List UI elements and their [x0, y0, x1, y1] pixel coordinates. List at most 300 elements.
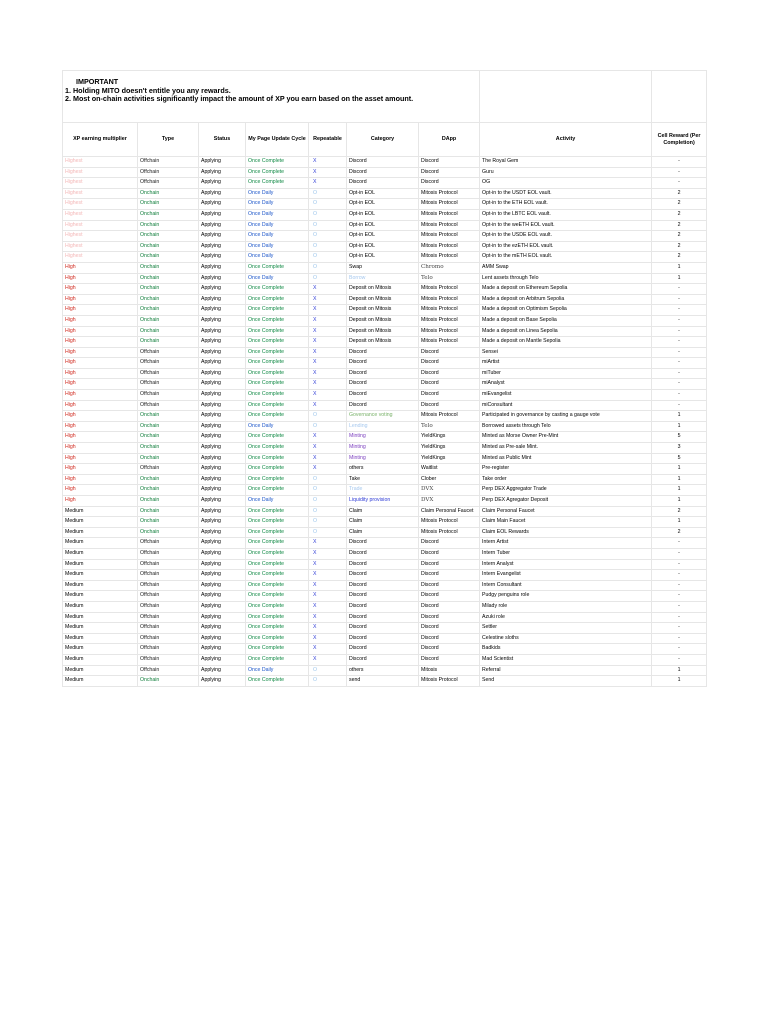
cell-multiplier[interactable]: Highest [63, 157, 138, 168]
cell-repeatable[interactable]: X [309, 548, 347, 559]
cell-reward[interactable]: - [652, 538, 707, 549]
cell-activity[interactable]: Made a deposit on Optimism Sepolia [480, 305, 652, 316]
cell-status[interactable]: Applying [199, 188, 246, 199]
cell-type[interactable]: Offchain [138, 347, 199, 358]
cell-activity[interactable]: Minted as Public Mint [480, 453, 652, 464]
cell-category[interactable]: Discord [347, 644, 419, 655]
cell-update-cycle[interactable]: Once Complete [246, 527, 309, 538]
cell-update-cycle[interactable]: Once Complete [246, 464, 309, 475]
cell-multiplier[interactable]: Highest [63, 252, 138, 263]
cell-multiplier[interactable]: High [63, 294, 138, 305]
cell-multiplier[interactable]: High [63, 305, 138, 316]
cell-category[interactable]: Discord [347, 347, 419, 358]
cell-type[interactable]: Onchain [138, 443, 199, 454]
cell-type[interactable]: Offchain [138, 580, 199, 591]
cell-type[interactable]: Offchain [138, 570, 199, 581]
cell-activity[interactable]: Perp DEX Agregator Deposit [480, 496, 652, 507]
cell-type[interactable]: Onchain [138, 209, 199, 220]
cell-dapp[interactable]: Mitosis Protocol [419, 676, 480, 687]
cell-update-cycle[interactable]: Once Daily [246, 273, 309, 284]
cell-reward[interactable]: - [652, 358, 707, 369]
important-notice[interactable] [63, 71, 480, 123]
cell-update-cycle[interactable]: Once Daily [246, 252, 309, 263]
cell-update-cycle[interactable]: Once Complete [246, 337, 309, 348]
cell-update-cycle[interactable]: Once Daily [246, 188, 309, 199]
cell-status[interactable]: Applying [199, 273, 246, 284]
cell-repeatable[interactable]: O [309, 273, 347, 284]
cell-activity[interactable]: Made a deposit on Base Sepolia [480, 315, 652, 326]
cell-reward[interactable]: 1 [652, 474, 707, 485]
cell-status[interactable]: Applying [199, 443, 246, 454]
cell-update-cycle[interactable]: Once Complete [246, 612, 309, 623]
cell-multiplier[interactable]: High [63, 262, 138, 273]
cell-repeatable[interactable]: O [309, 485, 347, 496]
cell-multiplier[interactable]: High [63, 496, 138, 507]
cell-reward[interactable]: 1 [652, 421, 707, 432]
cell-status[interactable]: Applying [199, 559, 246, 570]
cell-type[interactable]: Offchain [138, 601, 199, 612]
cell-activity[interactable]: Perp DEX Aggregator Trade [480, 485, 652, 496]
cell-activity[interactable]: Celestine sloths [480, 633, 652, 644]
cell-update-cycle[interactable]: Once Daily [246, 231, 309, 242]
cell-repeatable[interactable]: O [309, 506, 347, 517]
cell-type[interactable]: Onchain [138, 231, 199, 242]
cell-category[interactable]: Discord [347, 623, 419, 634]
cell-dapp[interactable]: Discord [419, 591, 480, 602]
cell-status[interactable]: Applying [199, 527, 246, 538]
cell-category[interactable]: others [347, 464, 419, 475]
cell-category[interactable]: Opt-in EOL [347, 188, 419, 199]
cell-dapp[interactable]: Discord [419, 368, 480, 379]
cell-repeatable[interactable]: X [309, 612, 347, 623]
cell-reward[interactable]: - [652, 178, 707, 189]
cell-repeatable[interactable]: X [309, 591, 347, 602]
cell-status[interactable]: Applying [199, 580, 246, 591]
cell-update-cycle[interactable]: Once Complete [246, 379, 309, 390]
cell-activity[interactable]: Intern Artist [480, 538, 652, 549]
cell-multiplier[interactable]: Medium [63, 601, 138, 612]
cell-update-cycle[interactable]: Once Daily [246, 665, 309, 676]
cell-update-cycle[interactable]: Once Complete [246, 262, 309, 273]
cell-reward[interactable]: - [652, 347, 707, 358]
cell-multiplier[interactable]: High [63, 284, 138, 295]
cell-type[interactable]: Onchain [138, 252, 199, 263]
cell-status[interactable]: Applying [199, 326, 246, 337]
cell-type[interactable]: Offchain [138, 548, 199, 559]
cell-status[interactable]: Applying [199, 379, 246, 390]
cell-type[interactable]: Offchain [138, 178, 199, 189]
cell-type[interactable]: Onchain [138, 337, 199, 348]
cell-category[interactable]: Discord [347, 390, 419, 401]
cell-dapp[interactable]: Discord [419, 538, 480, 549]
cell-update-cycle[interactable]: Once Complete [246, 570, 309, 581]
cell-multiplier[interactable]: Medium [63, 591, 138, 602]
cell-reward[interactable]: - [652, 390, 707, 401]
cell-dapp[interactable]: Discord [419, 644, 480, 655]
cell-dapp[interactable]: DVX [419, 496, 480, 507]
cell-status[interactable]: Applying [199, 432, 246, 443]
cell-category[interactable]: others [347, 665, 419, 676]
cell-status[interactable]: Applying [199, 676, 246, 687]
cell-update-cycle[interactable]: Once Complete [246, 347, 309, 358]
cell-status[interactable]: Applying [199, 633, 246, 644]
cell-repeatable[interactable]: X [309, 644, 347, 655]
cell-multiplier[interactable]: High [63, 368, 138, 379]
cell-category[interactable]: Discord [347, 548, 419, 559]
cell-multiplier[interactable]: High [63, 315, 138, 326]
cell-status[interactable]: Applying [199, 209, 246, 220]
cell-activity[interactable]: Azuki role [480, 612, 652, 623]
cell-update-cycle[interactable]: Once Complete [246, 443, 309, 454]
cell-activity[interactable]: Made a deposit on Mantle Sepolia [480, 337, 652, 348]
cell-update-cycle[interactable]: Once Complete [246, 305, 309, 316]
cell-repeatable[interactable]: O [309, 209, 347, 220]
cell-status[interactable]: Applying [199, 474, 246, 485]
cell-dapp[interactable]: Mitosis Protocol [419, 326, 480, 337]
cell-dapp[interactable]: Discord [419, 400, 480, 411]
cell-reward[interactable]: - [652, 305, 707, 316]
cell-multiplier[interactable]: Medium [63, 623, 138, 634]
cell-status[interactable]: Applying [199, 496, 246, 507]
cell-repeatable[interactable]: X [309, 443, 347, 454]
cell-update-cycle[interactable]: Once Complete [246, 400, 309, 411]
cell-status[interactable]: Applying [199, 284, 246, 295]
cell-dapp[interactable]: Mitosis Protocol [419, 305, 480, 316]
cell-category[interactable]: Discord [347, 538, 419, 549]
cell-type[interactable]: Onchain [138, 220, 199, 231]
cell-category[interactable]: Minting [347, 453, 419, 464]
cell-type[interactable]: Onchain [138, 432, 199, 443]
cell-update-cycle[interactable]: Once Complete [246, 591, 309, 602]
cell-activity[interactable]: Take order [480, 474, 652, 485]
cell-status[interactable]: Applying [199, 231, 246, 242]
cell-multiplier[interactable]: Highest [63, 188, 138, 199]
cell-update-cycle[interactable]: Once Complete [246, 294, 309, 305]
cell-status[interactable]: Applying [199, 400, 246, 411]
cell-update-cycle[interactable]: Once Complete [246, 538, 309, 549]
cell-status[interactable]: Applying [199, 220, 246, 231]
cell-multiplier[interactable]: High [63, 485, 138, 496]
cell-repeatable[interactable]: X [309, 633, 347, 644]
cell-type[interactable]: Offchain [138, 591, 199, 602]
cell-multiplier[interactable]: Highest [63, 167, 138, 178]
cell-dapp[interactable]: YieldKings [419, 453, 480, 464]
cell-update-cycle[interactable]: Once Complete [246, 548, 309, 559]
cell-reward[interactable]: 1 [652, 665, 707, 676]
header-category[interactable]: Category [347, 123, 419, 157]
cell-multiplier[interactable]: Highest [63, 241, 138, 252]
cell-category[interactable]: Discord [347, 654, 419, 665]
cell-status[interactable]: Applying [199, 623, 246, 634]
cell-status[interactable]: Applying [199, 368, 246, 379]
cell-multiplier[interactable]: Medium [63, 580, 138, 591]
cell-repeatable[interactable]: X [309, 337, 347, 348]
cell-repeatable[interactable]: X [309, 623, 347, 634]
cell-type[interactable]: Offchain [138, 559, 199, 570]
cell-category[interactable]: Discord [347, 612, 419, 623]
cell-repeatable[interactable]: O [309, 421, 347, 432]
cell-status[interactable]: Applying [199, 612, 246, 623]
cell-activity[interactable]: Guru [480, 167, 652, 178]
cell-status[interactable]: Applying [199, 485, 246, 496]
cell-category[interactable]: Discord [347, 358, 419, 369]
header-repeatable[interactable]: Repeatable [309, 123, 347, 157]
cell-activity[interactable]: miTuber [480, 368, 652, 379]
cell-multiplier[interactable]: Medium [63, 517, 138, 528]
cell-update-cycle[interactable]: Once Complete [246, 411, 309, 422]
cell-status[interactable]: Applying [199, 601, 246, 612]
cell-dapp[interactable]: Discord [419, 580, 480, 591]
cell-update-cycle[interactable]: Once Complete [246, 559, 309, 570]
cell-multiplier[interactable]: Highest [63, 209, 138, 220]
cell-dapp[interactable]: Mitosis Protocol [419, 315, 480, 326]
cell-category[interactable]: Discord [347, 178, 419, 189]
cell-dapp[interactable]: Discord [419, 548, 480, 559]
cell-reward[interactable]: - [652, 548, 707, 559]
cell-activity[interactable]: Opt-in to the ETH EOL vault. [480, 199, 652, 210]
cell-update-cycle[interactable]: Once Complete [246, 580, 309, 591]
cell-status[interactable]: Applying [199, 570, 246, 581]
cell-activity[interactable]: Referral [480, 665, 652, 676]
cell-status[interactable]: Applying [199, 644, 246, 655]
cell-multiplier[interactable]: Highest [63, 178, 138, 189]
header-dapp[interactable]: DApp [419, 123, 480, 157]
cell-update-cycle[interactable]: Once Complete [246, 453, 309, 464]
cell-multiplier[interactable]: High [63, 337, 138, 348]
cell-activity[interactable]: Opt-in to the LBTC EOL vault. [480, 209, 652, 220]
cell-category[interactable]: Liquidity provision [347, 496, 419, 507]
cell-status[interactable]: Applying [199, 167, 246, 178]
cell-multiplier[interactable]: Highest [63, 220, 138, 231]
cell-update-cycle[interactable]: Once Complete [246, 390, 309, 401]
cell-repeatable[interactable]: X [309, 347, 347, 358]
cell-reward[interactable]: 1 [652, 485, 707, 496]
cell-multiplier[interactable]: Highest [63, 231, 138, 242]
cell-repeatable[interactable]: O [309, 262, 347, 273]
cell-multiplier[interactable]: Medium [63, 676, 138, 687]
cell-category[interactable]: Deposit on Mitosis [347, 305, 419, 316]
cell-activity[interactable]: Intern Consultant [480, 580, 652, 591]
cell-reward[interactable]: - [652, 167, 707, 178]
cell-dapp[interactable]: Discord [419, 178, 480, 189]
cell-category[interactable]: Trade [347, 485, 419, 496]
cell-activity[interactable]: Mad Scientist [480, 654, 652, 665]
cell-dapp[interactable]: Mitosis Protocol [419, 231, 480, 242]
cell-category[interactable]: Claim [347, 527, 419, 538]
cell-reward[interactable]: 1 [652, 676, 707, 687]
cell-dapp[interactable]: Mitosis Protocol [419, 209, 480, 220]
cell-type[interactable]: Onchain [138, 273, 199, 284]
cell-category[interactable]: Minting [347, 443, 419, 454]
cell-reward[interactable]: 1 [652, 273, 707, 284]
cell-reward[interactable]: - [652, 284, 707, 295]
cell-type[interactable]: Offchain [138, 644, 199, 655]
cell-dapp[interactable]: Discord [419, 612, 480, 623]
cell-category[interactable]: Claim [347, 517, 419, 528]
cell-status[interactable]: Applying [199, 358, 246, 369]
cell-activity[interactable]: AMM Swap [480, 262, 652, 273]
cell-reward[interactable]: - [652, 294, 707, 305]
cell-reward[interactable]: 5 [652, 432, 707, 443]
cell-multiplier[interactable]: High [63, 358, 138, 369]
cell-category[interactable]: Claim [347, 506, 419, 517]
cell-repeatable[interactable]: X [309, 157, 347, 168]
cell-status[interactable]: Applying [199, 252, 246, 263]
cell-update-cycle[interactable]: Once Daily [246, 199, 309, 210]
cell-repeatable[interactable]: X [309, 358, 347, 369]
cell-category[interactable]: Deposit on Mitosis [347, 294, 419, 305]
cell-activity[interactable]: miEvangelist [480, 390, 652, 401]
cell-dapp[interactable]: Discord [419, 633, 480, 644]
cell-category[interactable]: Lending [347, 421, 419, 432]
cell-reward[interactable]: 1 [652, 411, 707, 422]
cell-status[interactable]: Applying [199, 517, 246, 528]
cell-update-cycle[interactable]: Once Daily [246, 496, 309, 507]
header-update-cycle[interactable]: My Page Update Cycle [246, 123, 309, 157]
cell-repeatable[interactable]: O [309, 188, 347, 199]
cell-dapp[interactable]: Telo [419, 421, 480, 432]
cell-multiplier[interactable]: Medium [63, 559, 138, 570]
cell-category[interactable]: Discord [347, 633, 419, 644]
cell-repeatable[interactable]: X [309, 570, 347, 581]
header-type[interactable]: Type [138, 123, 199, 157]
cell-reward[interactable]: 2 [652, 231, 707, 242]
cell-repeatable[interactable]: X [309, 601, 347, 612]
cell-type[interactable]: Offchain [138, 665, 199, 676]
cell-dapp[interactable]: Clober [419, 474, 480, 485]
cell-update-cycle[interactable]: Once Complete [246, 315, 309, 326]
cell-activity[interactable]: Made a deposit on Ethereum Sepolia [480, 284, 652, 295]
cell-type[interactable]: Onchain [138, 305, 199, 316]
cell-dapp[interactable]: Claim Personal Faucet [419, 506, 480, 517]
cell-reward[interactable]: 1 [652, 517, 707, 528]
cell-dapp[interactable]: Telo [419, 273, 480, 284]
cell-type[interactable]: Offchain [138, 379, 199, 390]
cell-type[interactable]: Onchain [138, 676, 199, 687]
cell-activity[interactable]: Claim Personal Faucet [480, 506, 652, 517]
cell-type[interactable]: Offchain [138, 368, 199, 379]
cell-reward[interactable]: - [652, 644, 707, 655]
cell-update-cycle[interactable]: Once Complete [246, 676, 309, 687]
cell-multiplier[interactable]: Medium [63, 644, 138, 655]
cell-dapp[interactable]: Discord [419, 601, 480, 612]
cell-status[interactable]: Applying [199, 464, 246, 475]
cell-activity[interactable]: Opt-in to the USDT EOL vault. [480, 188, 652, 199]
cell-multiplier[interactable]: Medium [63, 506, 138, 517]
cell-activity[interactable]: Settler [480, 623, 652, 634]
cell-activity[interactable]: Claim EOL Rewards [480, 527, 652, 538]
cell-update-cycle[interactable]: Once Daily [246, 241, 309, 252]
cell-type[interactable]: Offchain [138, 654, 199, 665]
cell-multiplier[interactable]: Medium [63, 654, 138, 665]
cell-reward[interactable]: 5 [652, 453, 707, 464]
cell-update-cycle[interactable]: Once Complete [246, 157, 309, 168]
cell-update-cycle[interactable]: Once Complete [246, 485, 309, 496]
cell-category[interactable]: Discord [347, 167, 419, 178]
cell-repeatable[interactable]: O [309, 474, 347, 485]
cell-category[interactable]: Borrow [347, 273, 419, 284]
cell-update-cycle[interactable]: Once Complete [246, 358, 309, 369]
cell-reward[interactable]: 2 [652, 188, 707, 199]
cell-status[interactable]: Applying [199, 654, 246, 665]
cell-category[interactable]: Deposit on Mitosis [347, 315, 419, 326]
cell-repeatable[interactable]: O [309, 496, 347, 507]
cell-dapp[interactable]: Discord [419, 390, 480, 401]
cell-type[interactable]: Onchain [138, 421, 199, 432]
cell-update-cycle[interactable]: Once Daily [246, 209, 309, 220]
cell-update-cycle[interactable]: Once Complete [246, 633, 309, 644]
cell-status[interactable]: Applying [199, 157, 246, 168]
cell-multiplier[interactable]: High [63, 443, 138, 454]
cell-dapp[interactable]: Mitosis Protocol [419, 411, 480, 422]
cell-dapp[interactable]: Discord [419, 157, 480, 168]
cell-type[interactable]: Onchain [138, 496, 199, 507]
cell-status[interactable]: Applying [199, 337, 246, 348]
cell-repeatable[interactable]: O [309, 517, 347, 528]
empty-cell[interactable] [480, 71, 652, 123]
cell-dapp[interactable]: DVX [419, 485, 480, 496]
cell-category[interactable]: Discord [347, 591, 419, 602]
cell-reward[interactable]: - [652, 612, 707, 623]
cell-multiplier[interactable]: High [63, 273, 138, 284]
cell-dapp[interactable]: Mitosis Protocol [419, 294, 480, 305]
cell-category[interactable]: Opt-in EOL [347, 209, 419, 220]
cell-activity[interactable]: Minted as Pre-sale Mint. [480, 443, 652, 454]
cell-category[interactable]: Minting [347, 432, 419, 443]
cell-dapp[interactable]: Mitosis Protocol [419, 252, 480, 263]
cell-update-cycle[interactable]: Once Complete [246, 623, 309, 634]
cell-repeatable[interactable]: X [309, 453, 347, 464]
cell-multiplier[interactable]: High [63, 411, 138, 422]
empty-cell[interactable] [652, 71, 707, 123]
cell-multiplier[interactable]: Medium [63, 548, 138, 559]
cell-reward[interactable]: 2 [652, 199, 707, 210]
cell-repeatable[interactable]: X [309, 284, 347, 295]
cell-dapp[interactable]: Mitosis Protocol [419, 284, 480, 295]
cell-status[interactable]: Applying [199, 315, 246, 326]
cell-activity[interactable]: Send [480, 676, 652, 687]
cell-activity[interactable]: Made a deposit on Arbitrum Sepolia [480, 294, 652, 305]
cell-status[interactable]: Applying [199, 199, 246, 210]
cell-activity[interactable]: miConsultant [480, 400, 652, 411]
cell-type[interactable]: Offchain [138, 612, 199, 623]
cell-reward[interactable]: - [652, 368, 707, 379]
cell-type[interactable]: Onchain [138, 262, 199, 273]
cell-update-cycle[interactable]: Once Complete [246, 517, 309, 528]
cell-activity[interactable]: The Royal Gem [480, 157, 652, 168]
cell-type[interactable]: Onchain [138, 485, 199, 496]
cell-type[interactable]: Offchain [138, 633, 199, 644]
cell-dapp[interactable]: Discord [419, 623, 480, 634]
cell-multiplier[interactable]: High [63, 400, 138, 411]
cell-type[interactable]: Offchain [138, 464, 199, 475]
cell-reward[interactable]: - [652, 580, 707, 591]
cell-category[interactable]: Opt-in EOL [347, 241, 419, 252]
cell-reward[interactable]: - [652, 400, 707, 411]
cell-activity[interactable]: Intern Evangelist [480, 570, 652, 581]
cell-repeatable[interactable]: X [309, 379, 347, 390]
cell-repeatable[interactable]: O [309, 665, 347, 676]
cell-repeatable[interactable]: O [309, 231, 347, 242]
cell-multiplier[interactable]: High [63, 379, 138, 390]
cell-update-cycle[interactable]: Once Complete [246, 167, 309, 178]
cell-multiplier[interactable]: High [63, 390, 138, 401]
cell-category[interactable]: Opt-in EOL [347, 199, 419, 210]
cell-update-cycle[interactable]: Once Complete [246, 326, 309, 337]
cell-type[interactable]: Onchain [138, 284, 199, 295]
cell-status[interactable]: Applying [199, 421, 246, 432]
cell-reward[interactable]: - [652, 337, 707, 348]
